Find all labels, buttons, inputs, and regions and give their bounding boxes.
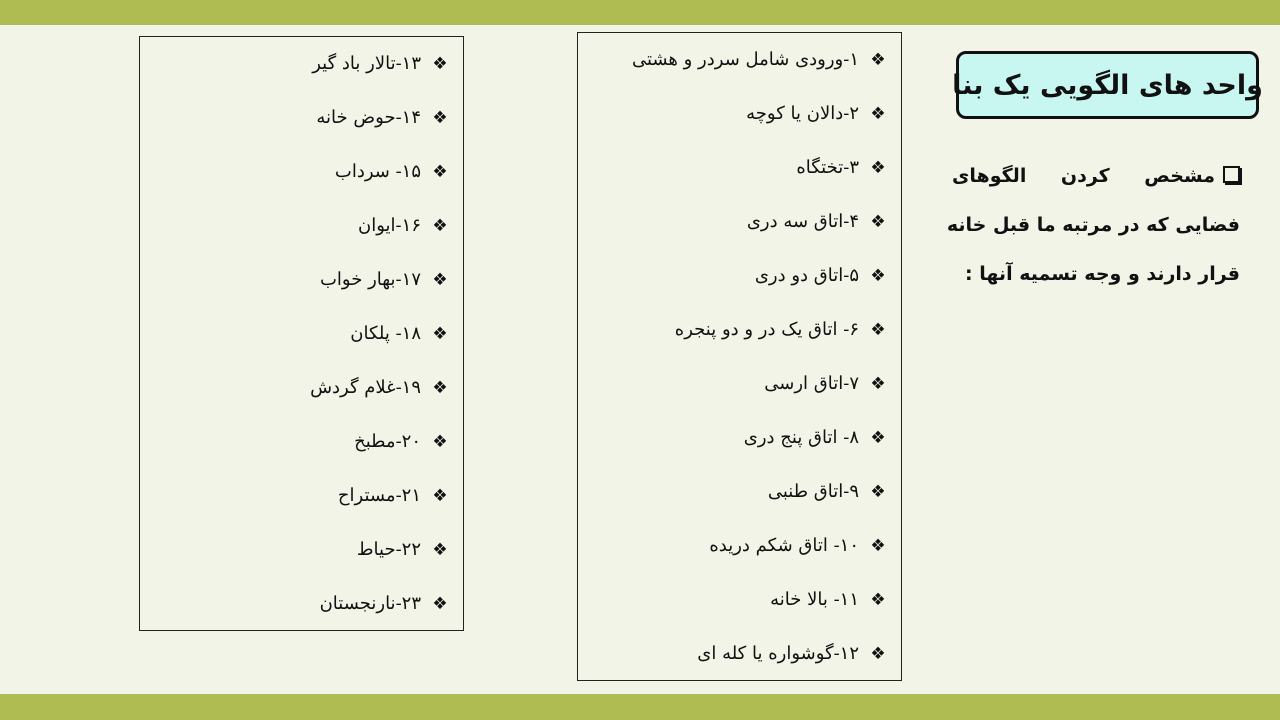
list-item-label: ۶- اتاق یک در و دو پنجره xyxy=(674,319,859,340)
list-item xyxy=(578,101,901,155)
list-item-label: ۱۰- اتاق شکم دریده xyxy=(709,535,859,556)
list-item xyxy=(140,429,463,483)
diamond-bullet-icon: ❖ xyxy=(870,536,886,556)
list-item xyxy=(578,317,901,371)
diamond-bullet-icon: ❖ xyxy=(870,428,886,448)
diamond-bullet-icon: ❖ xyxy=(432,216,448,236)
slide-title-text: واحد های الگویی یک بنا xyxy=(952,69,1263,101)
list-item xyxy=(140,537,463,591)
list-item xyxy=(578,641,901,695)
list-item xyxy=(578,209,901,263)
list-item-label: ۲۱-مستراح xyxy=(337,485,421,506)
list-item-label: ۱۶-ایوان xyxy=(358,215,421,236)
list-item xyxy=(578,155,901,209)
list-item-label: ۱۷-بهار خواب xyxy=(319,269,421,290)
list-item-label: ۹-اتاق طنبی xyxy=(767,481,859,502)
list-item-label: ۱۲-گوشواره یا کله ای xyxy=(697,643,859,664)
list-item xyxy=(140,51,463,105)
list-item-label: ۱-ورودی شامل سردر و هشتی xyxy=(631,49,859,70)
list-item xyxy=(140,321,463,375)
list-item xyxy=(140,375,463,429)
list-item-label: ۱۱- بالا خانه xyxy=(770,589,859,610)
description-line-3: قرار دارند و وجه تسمیه آنها : xyxy=(965,263,1240,285)
list-item xyxy=(578,371,901,425)
diamond-bullet-icon: ❖ xyxy=(870,266,886,286)
list-item-label: ۱۹-غلام گردش xyxy=(310,377,421,398)
description-line-1-text: مشخص کردن الگوهای xyxy=(952,165,1215,187)
description-line-1 xyxy=(952,152,1240,201)
list-item-label: ۲۲-حیاط xyxy=(356,539,421,560)
diamond-bullet-icon: ❖ xyxy=(432,162,448,182)
diamond-bullet-icon: ❖ xyxy=(870,158,886,178)
list-item xyxy=(140,591,463,645)
diamond-bullet-icon: ❖ xyxy=(432,324,448,344)
diamond-bullet-icon: ❖ xyxy=(870,482,886,502)
list-item-label: ۱۵- سرداب xyxy=(334,161,421,182)
diamond-bullet-icon: ❖ xyxy=(870,104,886,124)
list-item-label: ۷-اتاق ارسی xyxy=(764,373,859,394)
list-item xyxy=(140,159,463,213)
list-item xyxy=(578,263,901,317)
description-line-2: فضایی که در مرتبه ما قبل خانه xyxy=(946,214,1240,236)
description xyxy=(946,152,1240,299)
bottom-band xyxy=(0,694,1280,720)
list-item xyxy=(140,213,463,267)
diamond-bullet-icon: ❖ xyxy=(432,540,448,560)
list-item-label: ۲-دالان یا کوچه xyxy=(746,103,859,124)
list-item-label: ۲۳-نارنجستان xyxy=(319,593,421,614)
slide-title xyxy=(952,51,1263,119)
list-item xyxy=(578,587,901,641)
diamond-bullet-icon: ❖ xyxy=(432,54,448,74)
list-item-label: ۱۸- پلکان xyxy=(350,323,421,344)
list-item-label: ۴-اتاق سه دری xyxy=(746,211,859,232)
list-item xyxy=(140,483,463,537)
room-list-left xyxy=(139,36,464,631)
list-item xyxy=(578,533,901,587)
list-item xyxy=(578,425,901,479)
list-item xyxy=(140,105,463,159)
list-item-label: ۳-تختگاه xyxy=(796,157,859,178)
list-item-label: ۵-اتاق دو دری xyxy=(754,265,859,286)
room-list-right xyxy=(577,32,902,681)
diamond-bullet-icon: ❖ xyxy=(870,644,886,664)
list-item-label: ۲۰-مطبخ xyxy=(354,431,421,452)
diamond-bullet-icon: ❖ xyxy=(870,320,886,340)
list-item-label: ۱۳-تالار باد گیر xyxy=(312,53,421,74)
list-item-label: ۸- اتاق پنج دری xyxy=(743,427,859,448)
list-item xyxy=(140,267,463,321)
diamond-bullet-icon: ❖ xyxy=(432,378,448,398)
list-item-label: ۱۴-حوض خانه xyxy=(316,107,421,128)
diamond-bullet-icon: ❖ xyxy=(870,212,886,232)
diamond-bullet-icon: ❖ xyxy=(432,270,448,290)
diamond-bullet-icon: ❖ xyxy=(432,432,448,452)
diamond-bullet-icon: ❖ xyxy=(432,594,448,614)
diamond-bullet-icon: ❖ xyxy=(870,590,886,610)
diamond-bullet-icon: ❖ xyxy=(870,50,886,70)
top-band xyxy=(0,0,1280,25)
list-item xyxy=(578,479,901,533)
diamond-bullet-icon: ❖ xyxy=(432,486,448,506)
list-item xyxy=(578,47,901,101)
diamond-bullet-icon: ❖ xyxy=(870,374,886,394)
checkbox-bullet-icon xyxy=(1215,152,1240,201)
diamond-bullet-icon: ❖ xyxy=(432,108,448,128)
